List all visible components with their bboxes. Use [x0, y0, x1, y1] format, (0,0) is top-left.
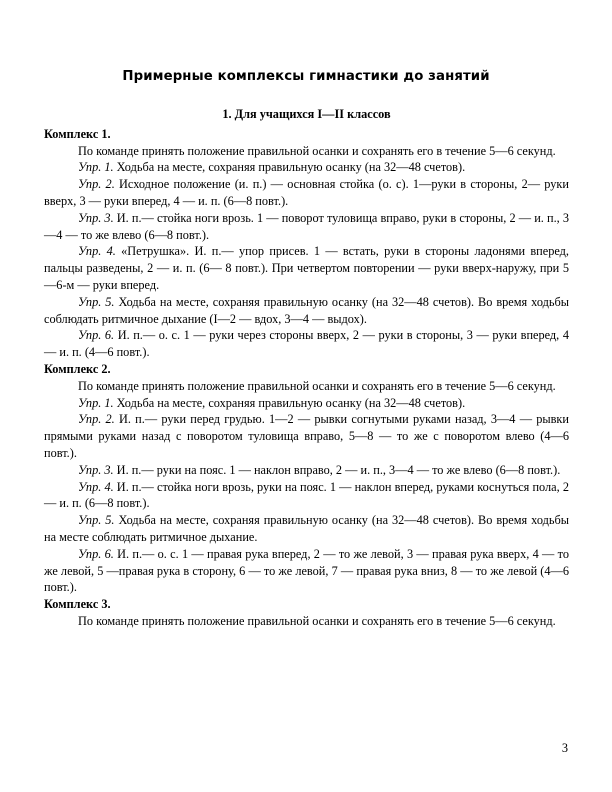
exercise-paragraph — [44, 294, 569, 328]
exercise-paragraph — [44, 462, 569, 479]
exercise-text: Ходьба на месте, сохраняя правильную осанку (на 32—48 счетов). Во время ходьбы на месте соблюдать ритмичное дыхание. — [44, 513, 569, 544]
complex-intro: По команде принять положение правильной осанки и сохранять его в течение 5—6 секунд. — [78, 613, 556, 628]
exercise-paragraph — [44, 411, 569, 461]
exercise-paragraph — [44, 546, 569, 596]
exercise-paragraph — [44, 327, 569, 361]
exercise-paragraph — [44, 512, 569, 546]
exercise-label: Упр. 5. — [78, 294, 115, 309]
page-number: 3 — [561, 741, 568, 755]
complex-heading: Комплекс 3. — [44, 597, 111, 612]
exercise-paragraph — [44, 395, 569, 412]
exercise-label: Упр. 3. — [78, 210, 114, 225]
section-title: 1. Для учащихся I—II классов — [222, 107, 391, 121]
exercise-paragraph — [44, 479, 569, 513]
exercise-label: Упр. 5. — [78, 513, 115, 528]
exercise-text: Исходное положение (и. п.) — основная стойка (о. с). 1—руки в стороны, 2— руки вверх, 3 — руки вперед, 4 — и. п. (6—8 повт.). — [44, 177, 569, 208]
complex-heading: Комплекс 1. — [44, 126, 111, 141]
exercise-paragraph — [44, 210, 569, 244]
document-body — [44, 106, 569, 630]
exercise-text: И. п.— руки перед грудью. 1—2 — рывки согнутыми руками назад, 3—4 — рывки прямыми руками назад с поворотом туловища вправо, 5—8 — то же с поворотом влево (4—6 повт.). — [44, 412, 569, 460]
exercise-label: Упр. 4. — [78, 479, 114, 494]
complex-heading: Комплекс 2. — [44, 361, 111, 376]
exercise-label: Упр. 1. — [78, 160, 114, 175]
exercise-text: И. п.— руки на пояс. 1 — наклон вправо, 2 — и. п., 3—4 — то же влево (6—8 повт.). — [113, 462, 561, 477]
exercise-text: И. п.— о. с. 1 — руки через стороны вверх, 2 — руки в стороны, 3 — руки вперед, 4 — и. п. (4—6 повт.). — [44, 328, 569, 360]
exercise-label: Упр. 2. — [78, 177, 115, 192]
exercise-text: «Петрушка». И. п.— упор присев. 1 — встать, руки в стороны ладонями вперед, пальцы разведены, 2 — и. п. (6— 8 повт.). При четвертом повторении — руки вверх-наружу, при 5—6-м — руки вперед. — [44, 244, 569, 292]
exercise-text: И. п.— стойка ноги врозь. 1 — поворот туловища вправо, руки в стороны, 2 — и. п., 3—4 — то же влево (6—8 повт.). — [44, 210, 569, 242]
exercise-paragraph — [44, 176, 569, 210]
exercise-text: Ходьба на месте, сохраняя правильную осанку (на 32—48 счетов). — [113, 160, 466, 175]
exercise-text: И. п.— стойка ноги врозь, руки на пояс. 1 — наклон вперед, руками коснуться пола, 2 — и. п. (6—8 повт.). — [44, 479, 569, 511]
exercise-label: Упр. 3. — [78, 462, 114, 477]
complex-intro: По команде принять положение правильной осанки и сохранять его в течение 5—6 секунд. — [78, 378, 556, 393]
exercise-paragraph — [44, 243, 569, 293]
exercise-label: Упр. 1. — [78, 395, 114, 410]
exercise-label: Упр. 6. — [78, 328, 115, 343]
exercise-label: Упр. 2. — [78, 412, 115, 427]
exercise-text: И. п.— о. с. 1 — правая рука вперед, 2 — то же левой, 3 — правая рука вверх, 4 — то же левой, 5 —правая рука в сторону, 6 — то же левой, 7 — правая рука вниз, 8 — то же левой (4—6 повт.). — [44, 546, 569, 595]
exercise-text: Ходьба на месте, сохраняя правильную осанку (на 32—48 счетов). — [113, 395, 466, 410]
page-title: Примерные комплексы гимнастики до занятий — [122, 69, 490, 84]
exercise-text: Ходьба на месте, сохраняя правильную осанку (на 32—48 счетов). Во время ходьбы соблюдать ритмичное дыхание (I—2 — вдох, 3—4 — выдох). — [44, 294, 569, 326]
exercise-paragraph — [44, 159, 569, 176]
exercise-label: Упр. 6. — [78, 546, 114, 561]
exercise-label: Упр. 4. — [78, 244, 116, 259]
complex-intro: По команде принять положение правильной осанки и сохранять его в течение 5—6 секунд. — [78, 143, 556, 158]
